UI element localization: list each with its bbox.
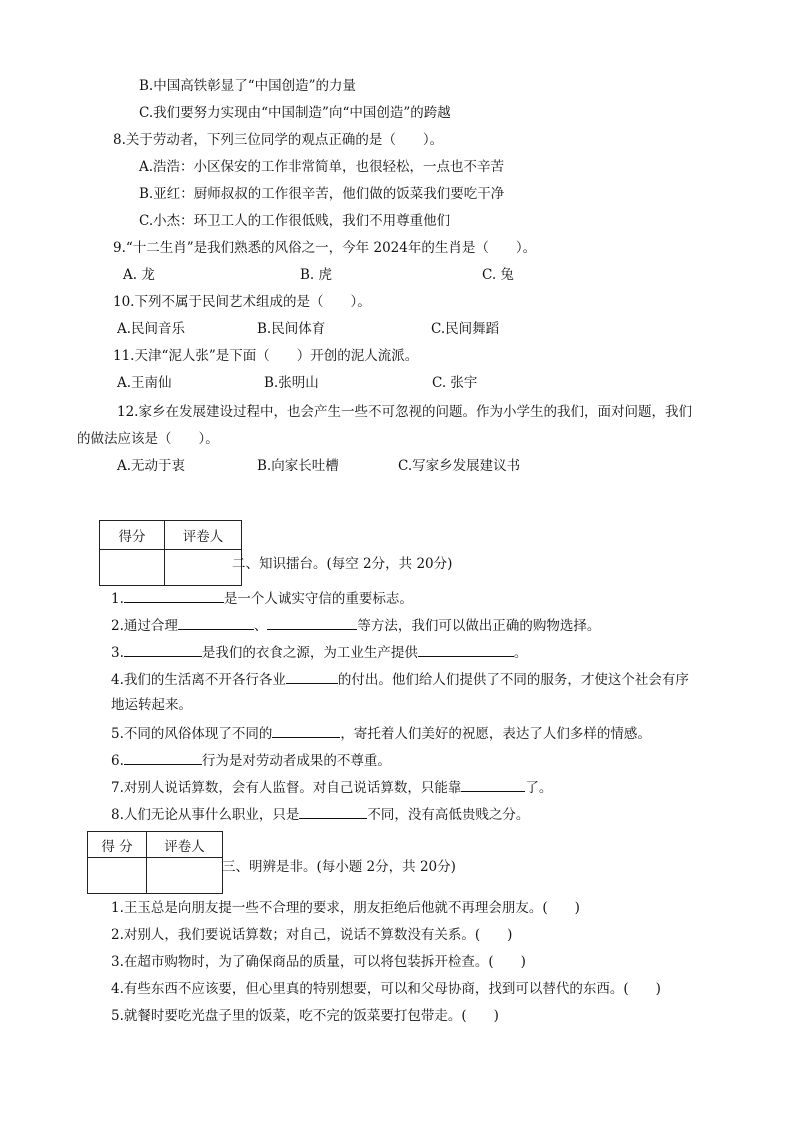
q12-option-a: A.无动于衷 <box>117 458 186 474</box>
judge-1: 1.王玉总是向朋友提一些不合理的要求，朋友拒绝后他就不再理会朋友。( ) <box>111 900 580 916</box>
fill-4-text: 的付出。他们给人们提供了不同的服务，才使这个社会有序 <box>337 672 689 688</box>
q9-option-a: A. 龙 <box>123 267 155 283</box>
q8-option-a: A.浩浩：小区保安的工作非常简单，也很轻松，一点也不辛苦 <box>139 159 505 175</box>
question-8: 8.关于劳动者，下列三位同学的观点正确的是（ ）。 <box>113 132 444 148</box>
fill-6 <box>111 750 391 770</box>
fill-7-prefix: 7.对别人说话算数，会有人监督。对自己说话算数，只能靠 <box>111 780 462 796</box>
fill-3 <box>111 642 527 662</box>
fill-1-prefix: 1. <box>111 591 124 607</box>
fill-3-blank-2[interactable] <box>418 642 514 657</box>
score-box-section-3 <box>87 831 223 894</box>
fill-2-blank-1[interactable] <box>178 615 254 630</box>
fill-3-prefix: 3. <box>111 645 124 661</box>
fill-8-prefix: 8.人们无论从事什么职业，只是 <box>111 807 300 823</box>
q10-option-a: A.民间音乐 <box>117 321 186 337</box>
fill-4-blank[interactable] <box>286 669 338 684</box>
grader-cell[interactable] <box>165 550 242 586</box>
fill-4-prefix: 4.我们的生活离不开各行各业 <box>111 672 286 688</box>
fill-8-text: 不同，没有高低贵贱之分。 <box>367 807 530 823</box>
fill-1-blank[interactable] <box>124 588 224 603</box>
score-box-section-2 <box>99 520 242 586</box>
q10-option-c: C.民间舞蹈 <box>431 321 500 337</box>
question-11: 11.天津“泥人张”是下面（ ）开创的泥人流派。 <box>113 348 419 364</box>
fill-2 <box>111 615 600 635</box>
q11-option-c: C. 张宇 <box>432 375 478 391</box>
judge-2: 2.对别人，我们要说话算数；对自己，说话不算数没有关系。( ) <box>111 927 513 943</box>
fill-5-prefix: 5.不同的风俗体现了不同的 <box>111 726 273 742</box>
fill-2-prefix: 2.通过合理 <box>111 618 178 634</box>
score-label: 得分 <box>100 521 165 550</box>
grader-label: 评卷人 <box>147 832 223 858</box>
q8-option-b: B.亚红：厨师叔叔的工作很辛苦，他们做的饭菜我们要吃干净 <box>139 186 505 202</box>
question-12-line-1: 12.家乡在发展建设过程中，也会产生一些不可忽视的问题。作为小学生的我们，面对问题，我们 <box>117 404 692 420</box>
fill-5-blank[interactable] <box>272 723 340 738</box>
fill-6-text: 行为是对劳动者成果的不尊重。 <box>201 753 391 769</box>
question-9: 9.“十二生肖”是我们熟悉的风俗之一，今年 2024年的生肖是（ ）。 <box>113 240 537 256</box>
fill-4-line-2: 地运转起来。 <box>111 697 192 713</box>
fill-2-blank-2[interactable] <box>267 615 357 630</box>
fill-2-sep: 、 <box>253 618 268 634</box>
q8-option-c: C.小杰：环卫工人的工作很低贱，我们不用尊重他们 <box>139 213 451 229</box>
fill-3-blank-1[interactable] <box>124 642 202 657</box>
question-12-line-2: 的做法应该是（ ）。 <box>77 431 219 447</box>
q12-option-b: B.向家长吐槽 <box>257 458 339 474</box>
fill-3-end: 。 <box>513 645 528 661</box>
q11-option-b: B.张明山 <box>264 375 319 391</box>
grader-cell[interactable] <box>147 858 223 894</box>
score-cell[interactable] <box>88 858 147 894</box>
grader-label: 评卷人 <box>165 521 242 550</box>
fill-1 <box>111 588 413 608</box>
fill-6-blank[interactable] <box>124 750 202 765</box>
judge-5: 5.就餐时要吃光盘子里的饭菜，吃不完的饭菜要打包带走。( ) <box>111 1008 499 1024</box>
q7-option-c: C.我们要努力实现由“中国制造”向“中国创造”的跨越 <box>139 105 451 121</box>
q9-option-b: B. 虎 <box>300 267 333 283</box>
fill-8 <box>111 804 529 824</box>
q12-option-c: C.写家乡发展建议书 <box>398 458 521 474</box>
judge-3: 3.在超市购物时，为了确保商品的质量，可以将包装拆开检查。( ) <box>111 954 526 970</box>
section-2-heading: 二、知识擂台。(每空 2分，共 20分) <box>232 556 453 572</box>
q9-option-c: C. 兔 <box>482 267 514 283</box>
fill-7 <box>111 777 552 797</box>
judge-4: 4.有些东西不应该要，但心里真的特别想要，可以和父母协商，找到可以替代的东西。( ) <box>111 981 661 997</box>
fill-3-text: 是我们的衣食之源，为工业生产提供 <box>201 645 418 661</box>
fill-4 <box>111 669 689 689</box>
score-label: 得 分 <box>88 832 147 858</box>
q10-option-b: B.民间体育 <box>257 321 326 337</box>
fill-6-prefix: 6. <box>111 753 124 769</box>
question-10: 10.下列不属于民间艺术组成的是（ ）。 <box>113 294 371 310</box>
fill-8-blank[interactable] <box>299 804 367 819</box>
fill-7-text: 了。 <box>525 780 553 796</box>
fill-1-text: 是一个人诚实守信的重要标志。 <box>223 591 413 607</box>
fill-7-blank[interactable] <box>461 777 525 792</box>
section-3-heading: 三、明辨是非。(每小题 2分，共 20分) <box>222 859 456 875</box>
q11-option-a: A.王南仙 <box>117 375 172 391</box>
score-cell[interactable] <box>100 550 165 586</box>
fill-5 <box>111 723 651 743</box>
fill-2-text: 等方法，我们可以做出正确的购物选择。 <box>357 618 601 634</box>
q7-option-b: B.中国高铁彰显了“中国创造”的力量 <box>139 78 357 94</box>
fill-5-text: ，寄托着人们美好的祝愿，表达了人们多样的情感。 <box>340 726 651 742</box>
